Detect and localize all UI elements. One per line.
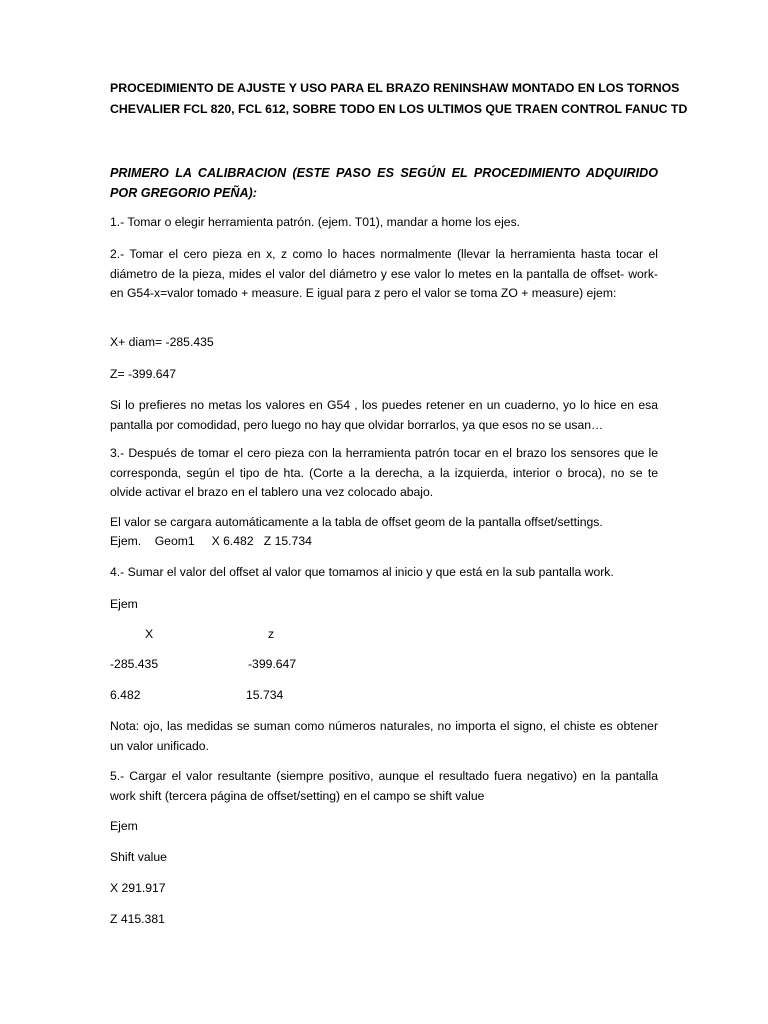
step-3: 3.- Después de tomar el cero pieza con la herramienta patrón tocar en el brazo los sensores que le corresponda, según el tipo de hta. (Corte a la derecha, a la izquierda, interior o broca), no se te olvide activar el brazo en el tablero una vez colocado abajo. — [110, 446, 658, 499]
document-title-line-2: CHEVALIER FCL 820, FCL 612, SOBRE TODO EN LOS ULTIMOS QUE TRAEN CONTROL FANUC TD — [110, 102, 688, 116]
step-2-x-value: X+ diam= -285.435 — [110, 335, 214, 349]
table-row-2-z: 15.734 — [246, 688, 284, 702]
table-header-x: X — [145, 627, 154, 641]
section-heading: PRIMERO LA CALIBRACION (ESTE PASO ES SEGÚN EL PROCEDIMIENTO ADQUIRIDO POR GREGORIO PEÑA): — [110, 166, 658, 200]
document-title-line-1: PROCEDIMIENTO DE AJUSTE Y USO PARA EL BRAZO RENINSHAW MONTADO EN LOS TORNOS — [110, 81, 680, 95]
step-2: 2.- Tomar el cero pieza en x, z como lo haces normalmente (llevar la herramienta hasta tocar el diámetro de la pieza, mides el valor del diámetro y ese valor lo metes en la pantalla de offset- work-en G54-x=valor tomado + measure. E igual para z pero el valor se toma ZO + measure) ejem: — [110, 247, 658, 300]
table-header-z: z — [268, 627, 275, 641]
step-5-ejem: Ejem — [110, 819, 138, 833]
table-row-2-x: 6.482 — [110, 688, 141, 702]
shift-value-z: Z 415.381 — [110, 912, 165, 926]
step-4: 4.- Sumar el valor del offset al valor que tomamos al inicio y que está en la sub pantalla work. — [110, 565, 614, 579]
shift-value-label: Shift value — [110, 850, 167, 864]
shift-value-x: X 291.917 — [110, 881, 166, 895]
step-3-note-1: El valor se cargara automáticamente a la tabla de offset geom de la pantalla offset/settings. — [110, 515, 603, 529]
step-1: 1.- Tomar o elegir herramienta patrón. (ejem. T01), mandar a home los ejes. — [110, 215, 521, 229]
step-3-note-2: Ejem. Geom1 X 6.482 Z 15.734 — [110, 534, 312, 548]
table-row-1-x: -285.435 — [110, 657, 159, 671]
table-row-1-z: -399.647 — [248, 657, 297, 671]
step-5: 5.- Cargar el valor resultante (siempre positivo, aunque el resultado fuera negativo) en la pantalla work shift (tercera página de offset/setting) en el campo se shift value — [110, 769, 658, 803]
note-paragraph: Nota: ojo, las medidas se suman como números naturales, no importa el signo, el chiste es obtener un valor unificado. — [110, 719, 658, 753]
step-2-note: Si lo prefieres no metas los valores en G54 , los puedes retener en un cuaderno, yo lo hice en esa pantalla por comodidad, pero luego no hay que olvidar borrarlos, ya que esos no se usan… — [110, 398, 658, 432]
step-4-ejem: Ejem — [110, 597, 138, 611]
step-2-z-value: Z= -399.647 — [110, 367, 177, 381]
